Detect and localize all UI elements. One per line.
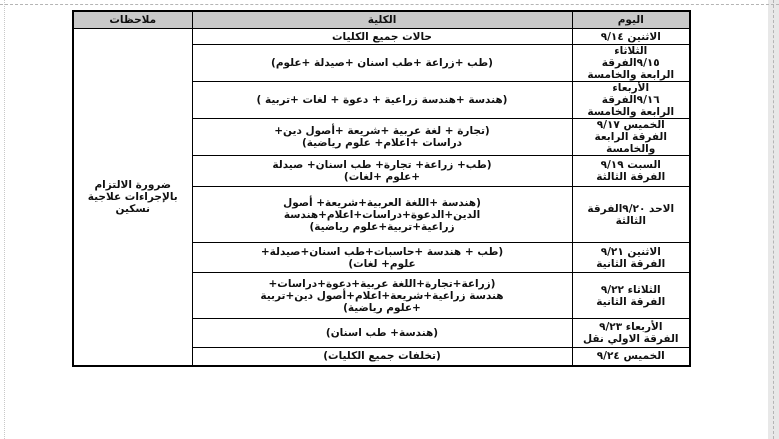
header-college: الكلية (192, 11, 572, 29)
day-cell (572, 119, 690, 156)
college-line: دراسات +اعلام+ علوم رياضية) (301, 137, 463, 149)
day-line: الخميس ٩/١٧ (596, 119, 665, 131)
college-line: (هندسة+ طب اسنان) (325, 327, 439, 339)
day-line: الفرقة الثالثة (596, 171, 666, 183)
day-line: الفرقة الثانية (596, 295, 666, 308)
college-line: الدين+الدعوة+دراسات+اعلام+هندسة (283, 208, 481, 221)
table-row (73, 29, 690, 45)
college-line: (هندسة +اللغة العربية+شريعة+ أصول (283, 196, 481, 209)
exam-schedule-table (72, 10, 691, 367)
college-cell (192, 29, 572, 45)
day-cell (572, 187, 690, 243)
college-cell (192, 187, 572, 243)
header-notes: ملاحظات (73, 11, 192, 29)
day-line: الفرقة الثانية (596, 257, 666, 270)
header-row (73, 11, 690, 29)
day-line: الاثنين ٩/٢١ (600, 245, 661, 258)
college-line: (تجارة + لغة عربية +شريعة +أصول دين+ (274, 125, 490, 137)
day-line: السبت ٩/١٩ (600, 159, 661, 171)
college-line: زراعية+تربية+علوم رياضية) (309, 220, 455, 233)
day-line: الفرقة الاولي نقل (582, 333, 679, 345)
header-day: اليوم (572, 11, 690, 29)
college-line: (زراعة+تجارة+اللغة عربية+دعوة+دراسات+ (268, 277, 496, 290)
page-margin-guide-right (773, 0, 774, 439)
college-cell (192, 45, 572, 82)
day-cell (572, 45, 690, 82)
day-cell (572, 243, 690, 273)
day-line: الأربعاء (612, 82, 650, 94)
day-cell (572, 273, 690, 319)
day-line: الثالثة (615, 214, 646, 227)
college-cell (192, 243, 572, 273)
day-cell (572, 82, 690, 119)
day-line: الأربعاء ٩/٢٣ (599, 321, 663, 333)
college-cell (192, 119, 572, 156)
college-line: (هندسة +هندسة زراعية + دعوة + لغات +تربية ) (256, 94, 508, 106)
college-line: علوم+ لغات) (348, 257, 416, 270)
day-line: الاثنين ٩/١٤ (600, 30, 661, 43)
college-line: (تخلفات جميع الكليات) (323, 350, 441, 363)
day-line: الفرقة الرابعة (594, 131, 667, 143)
day-cell (572, 319, 690, 348)
college-line: (طب + هندسة +حاسبات+طب اسنان+صيدلة+ (260, 245, 504, 258)
day-line: الخميس ٩/٢٤ (596, 350, 665, 363)
schedule-body (73, 29, 690, 366)
college-line: حالات جميع الكليات (332, 30, 432, 43)
college-line: (طب +زراعة +طب اسنان +صيدلة +علوم) (271, 57, 493, 69)
day-line: الرابعة والخامسة (587, 106, 675, 118)
page-margin-guide-top (0, 4, 779, 5)
college-line: +علوم +لغات) (343, 171, 421, 183)
college-line: +علوم رياضية) (343, 301, 421, 314)
day-line: الرابعة والخامسة (587, 69, 675, 81)
college-cell (192, 156, 572, 187)
day-line: ٩/١٦الفرقة (601, 94, 660, 106)
college-line: هندسة زراعية+شريعة+اعلام+أصول دين+تربية (260, 289, 504, 302)
day-line: الثلاثاء ٩/٢٢ (600, 283, 661, 296)
day-cell (572, 156, 690, 187)
college-cell (192, 273, 572, 319)
day-line: والخامسة (606, 143, 656, 155)
college-cell (192, 319, 572, 348)
day-cell (572, 29, 690, 45)
day-line: الاحد ٩/٢٠الفرقة (587, 202, 675, 215)
page-margin-guide-left (4, 0, 5, 439)
day-cell (572, 348, 690, 366)
college-line: (طب+ زراعة+ تجارة+ طب اسنان+ صيدلة (272, 159, 492, 171)
day-line: ٩/١٥الفرقة (601, 57, 660, 69)
college-cell (192, 348, 572, 366)
notes-cell: ضرورة الالتزام بالإجراءات علاجية نسكين (73, 29, 192, 366)
college-cell (192, 82, 572, 119)
day-line: الثلاثاء (614, 45, 648, 57)
